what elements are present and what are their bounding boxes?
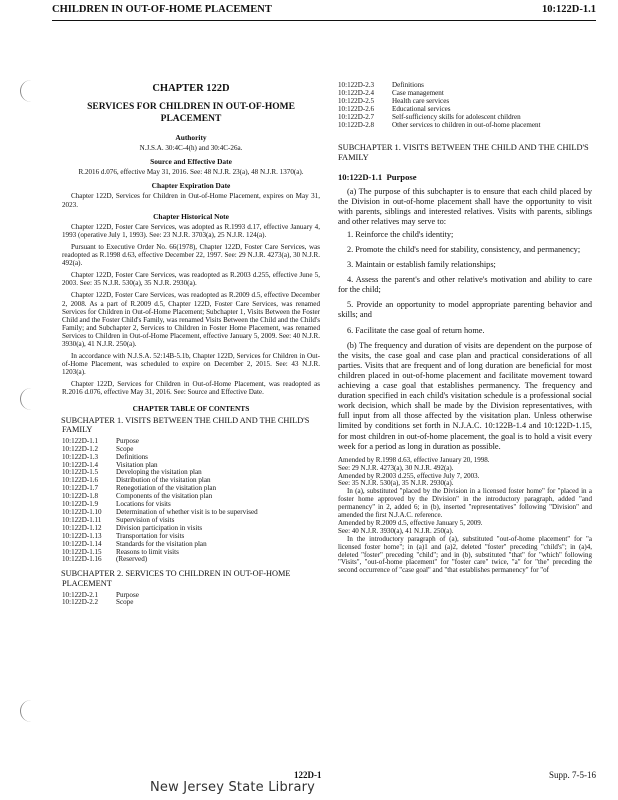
history-paragraph: Chapter 122D, Services for Children in Out-of-Home Placement, was readopted as R.2016 d.076, effective May 31, 2016. See: Source and Effective Date. [62, 380, 320, 397]
toc-heading: CHAPTER TABLE OF CONTENTS [132, 403, 250, 413]
toc-title: Purpose [116, 436, 139, 445]
toc-row [62, 454, 320, 462]
toc-title: Supervision of visits [116, 515, 175, 524]
toc-title: Standards for the visitation plan [116, 539, 207, 548]
left-column [62, 82, 320, 607]
toc-subchapter-1-list [62, 438, 320, 565]
toc-row [62, 599, 320, 607]
toc-title: Other services to children in out-of-home placement [392, 120, 541, 129]
section-heading [338, 173, 592, 181]
toc-number: 10:122D-1.7 [62, 484, 99, 493]
header-rule [52, 20, 596, 21]
toc-title: Purpose [116, 590, 139, 599]
page-number: 122D-1 [294, 770, 322, 780]
toc-title: Reasons to limit visits [116, 547, 179, 556]
toc-row [62, 438, 320, 446]
list-item: 4. Assess the parent's and other relative's motivation and ability to care for the child; [338, 275, 592, 295]
toc-title: Health care services [392, 96, 450, 105]
list-item: 2. Promote the child's need for stability, consistency, and permanency; [347, 245, 581, 254]
history-paragraph: Chapter 122D, Foster Care Services, was readopted as R.2003 d.255, effective June 5, 2003. See: 35 N.J.R. 530(a), 35 N.J.R. 2930(a). [62, 271, 320, 288]
section-title: Purpose [386, 172, 417, 183]
history-line: See: 40 N.J.R. 3930(a), 41 N.J.R. 250(a). [338, 526, 454, 535]
history-paragraph: Pursuant to Executive Order No. 66(1978), Chapter 122D, Foster Care Services, was readopted as R.1998 d.63, effective December 22, 1997. See: 29 N.J.R. 4273(a), 30 N.J.R. 492(a). [62, 242, 320, 268]
toc-row [338, 122, 592, 130]
toc-number: 10:122D-2.1 [62, 590, 99, 599]
toc-number: 10:122D-2.5 [338, 96, 375, 105]
toc-subchapter-1: SUBCHAPTER 1. VISITS BETWEEN THE CHILD AND THE CHILD'S FAMILY [61, 415, 310, 435]
history-heading: Chapter Historical Note [153, 211, 229, 221]
toc-number: 10:122D-1.4 [62, 460, 99, 469]
margin-hole-mark [20, 700, 34, 722]
toc-number: 10:122D-2.4 [338, 88, 375, 97]
toc-row [62, 493, 320, 501]
toc-number: 10:122D-1.13 [62, 531, 102, 540]
history-line: See: 35 N.J.R. 530(a), 35 N.J.R. 2930(a). [338, 479, 454, 488]
toc-number: 10:122D-2.3 [338, 81, 375, 89]
toc-number: 10:122D-1.11 [62, 515, 102, 524]
list-item: 1. Reinforce the child's identity; [347, 229, 454, 239]
toc-title: Transportation for visits [116, 531, 185, 540]
history-line: Amended by R.1998 d.63, effective January 20, 1998. [338, 455, 490, 464]
toc-title: Self-sufficiency skills for adolescent children [392, 112, 521, 121]
history-note: In (a), substituted "placed by the Division in a licensed foster home" for "placed in a foster home approved by the Division" in the introductory paragraph, added "and permanency" in 2, added 6; in (b), inserted "representatives" following "Division" and amended the first N.J.A.C. reference. [338, 487, 592, 520]
toc-number: 10:122D-2.7 [338, 112, 375, 121]
toc-title: Scope [116, 444, 134, 453]
toc-title: Visitation plan [116, 460, 158, 469]
toc-row [338, 90, 592, 98]
margin-hole-mark [20, 388, 34, 410]
toc-number: 10:122D-1.15 [62, 547, 102, 556]
toc-subchapter-2: SUBCHAPTER 2. SERVICES TO CHILDREN IN OUT-OF-HOME PLACEMENT [61, 569, 291, 588]
toc-title: Definitions [392, 81, 424, 89]
toc-title: Determination of whether visit is to be supervised [116, 507, 258, 516]
running-header-left: CHILDREN IN OUT-OF-HOME PLACEMENT [52, 4, 272, 15]
paragraph-a: (a) The purpose of this subchapter is to ensure that each child placed by the Division in out-of-home placement shall have the opportunity to visit with parents, siblings and interested relatives. Visits with parents, siblings and other relatives may serve to: [338, 186, 592, 226]
chapter-title: SERVICES FOR CHILDREN IN OUT-OF-HOME PLACEMENT [87, 102, 295, 124]
list-item: 3. Maintain or establish family relationships; [347, 260, 496, 270]
expiration-text: Chapter 122D, Services for Children in Out-of-Home Placement, expires on May 31, 2023. [62, 192, 320, 209]
library-stamp: New Jersey State Library [150, 780, 316, 795]
paragraph-b: (b) The frequency and duration of visits are dependent on the purpose of the visits, the case goal and case plan and practical considerations of all parties. Visits that are frequent and of long duration are beneficial for most children placed in out-of-home placement and facilitate movement toward achieving a case goal that establishes permanency. The frequency and duration specified in each child's visitation schedule is a professional social work decision, which shall be made by the Division representatives, with full input from all those affected by the visitation plan. Unless otherwise limited by conditions set forth in N.J.A.C. 10:122B-1.4 and 10:122D-1.15, for most children in out-of-home placement, the goal is to hold a visit every week for a period as long in duration as possible. [338, 340, 592, 451]
toc-number: 10:122D-1.10 [62, 507, 102, 516]
toc-row [338, 98, 592, 106]
history-paragraph: Chapter 122D, Foster Care Services, was readopted as R.2009 d.5, effective December 2, 2008. As a part of R.2009 d.5, Chapter 122D, Foster Care Services, was renamed Services for Children in Out-of-Home Placement; Subchapter 1, Visits Between the Foster Child and the Foster Child's Family, was renamed Visits Between the Child and the Child's Family; and Subchapter 2, Services to Children in Foster Home Placement, was renamed Services to Children in Out-of-Home Placement, effective January 5, 2009. See: 40 N.J.R. 3930(a), 41 N.J.R. 250(a). [62, 291, 320, 348]
toc-number: 10:122D-1.1 [62, 436, 99, 445]
toc-title: Educational services [392, 104, 451, 113]
toc-title: Distribution of the visitation plan [116, 476, 211, 485]
toc-title: Developing the visitation plan [116, 468, 202, 477]
toc-number: 10:122D-1.14 [62, 539, 102, 548]
section-number: 10:122D-1.1 [338, 172, 383, 183]
toc-title: (Reserved) [116, 555, 148, 564]
toc-number: 10:122D-1.3 [62, 452, 99, 461]
toc-title: Case management [392, 88, 444, 97]
toc-number: 10:122D-1.9 [62, 500, 99, 509]
history-line: Amended by R.2003 d.255, effective July 7, 2003. [338, 471, 480, 480]
expiration-heading: Chapter Expiration Date [151, 181, 231, 191]
authority-heading: Authority [175, 133, 207, 142]
margin-hole-mark [20, 80, 34, 102]
toc-row [62, 446, 320, 454]
history-paragraph: Chapter 122D, Foster Care Services, was adopted as R.1993 d.17, effective January 4, 1993 (operative July 1, 1993). See: 23 N.J.R. 3703(a), 25 N.J.R. 124(a). [62, 222, 320, 239]
history-note: In the introductory paragraph of (a), substituted "out-of-home placement" for "a licensed foster home"; in (a)1 and (a)2, deleted "foster" preceding "child's"; in (a)4, deleted "foster" preceding "child"; and in (b), substituted "that" for "which" following "Visits", "out-of-home placement" for "foster care" twice, "a" for "the" preceding the second occurrence of "case goal" and "that establishes permanency" for "of [338, 534, 592, 575]
toc-number: 10:122D-1.2 [62, 444, 99, 453]
toc-title: Locations for visits [116, 500, 171, 509]
list-item: 5. Provide an opportunity to model appropriate parenting behavior and skills; and [338, 300, 592, 320]
toc-number: 10:122D-1.5 [62, 468, 99, 477]
toc-number: 10:122D-1.8 [62, 492, 99, 501]
toc-row [338, 82, 592, 90]
toc-subchapter-2-list [62, 592, 320, 608]
toc-number: 10:122D-1.6 [62, 476, 99, 485]
authority-text: N.J.S.A. 30:4C-4(h) and 30:4C-26a. [139, 144, 243, 153]
toc-number: 10:122D-1.12 [62, 523, 102, 532]
source-heading: Source and Effective Date [150, 157, 232, 167]
history-line: See: 29 N.J.R. 4273(a), 30 N.J.R. 492(a). [338, 463, 454, 472]
toc-number: 10:122D-2.6 [338, 104, 375, 113]
toc-number: 10:122D-2.2 [62, 598, 99, 607]
toc-subchapter-2-continued [338, 82, 592, 129]
toc-title: Definitions [116, 452, 148, 461]
right-column [338, 82, 592, 575]
toc-number: 10:122D-2.8 [338, 120, 375, 129]
toc-row [62, 592, 320, 600]
subchapter-1-title: SUBCHAPTER 1. VISITS BETWEEN THE CHILD AND THE CHILD'S FAMILY [338, 143, 589, 163]
list-item: 6. Facilitate the case goal of return home. [347, 325, 485, 335]
section-history [338, 457, 592, 576]
toc-title: Scope [116, 598, 134, 607]
chapter-number: CHAPTER 122D [152, 83, 230, 94]
toc-row [62, 556, 320, 564]
source-text: R.2016 d.076, effective May 31, 2016. See: 48 N.J.R. 23(a), 48 N.J.R. 1370(a). [78, 168, 304, 177]
supplement-date: Supp. 7-5-16 [549, 770, 596, 780]
toc-title: Division participation in visits [116, 523, 203, 532]
running-header [52, 4, 596, 20]
toc-title: Components of the visitation plan [116, 492, 213, 501]
running-header-right: 10:122D-1.1 [542, 4, 596, 15]
toc-title: Renegotiation of the visitation plan [116, 484, 217, 493]
history-paragraph: In accordance with N.J.S.A. 52:14B-5.1b, Chapter 122D, Services for Children in Out-of-Home Placement, was scheduled to expire on December 2, 2015. See: 43 N.J.R. 1203(a). [62, 352, 320, 377]
toc-number: 10:122D-1.16 [62, 555, 102, 564]
history-line: Amended by R.2009 d.5, effective January 5, 2009. [338, 518, 483, 527]
